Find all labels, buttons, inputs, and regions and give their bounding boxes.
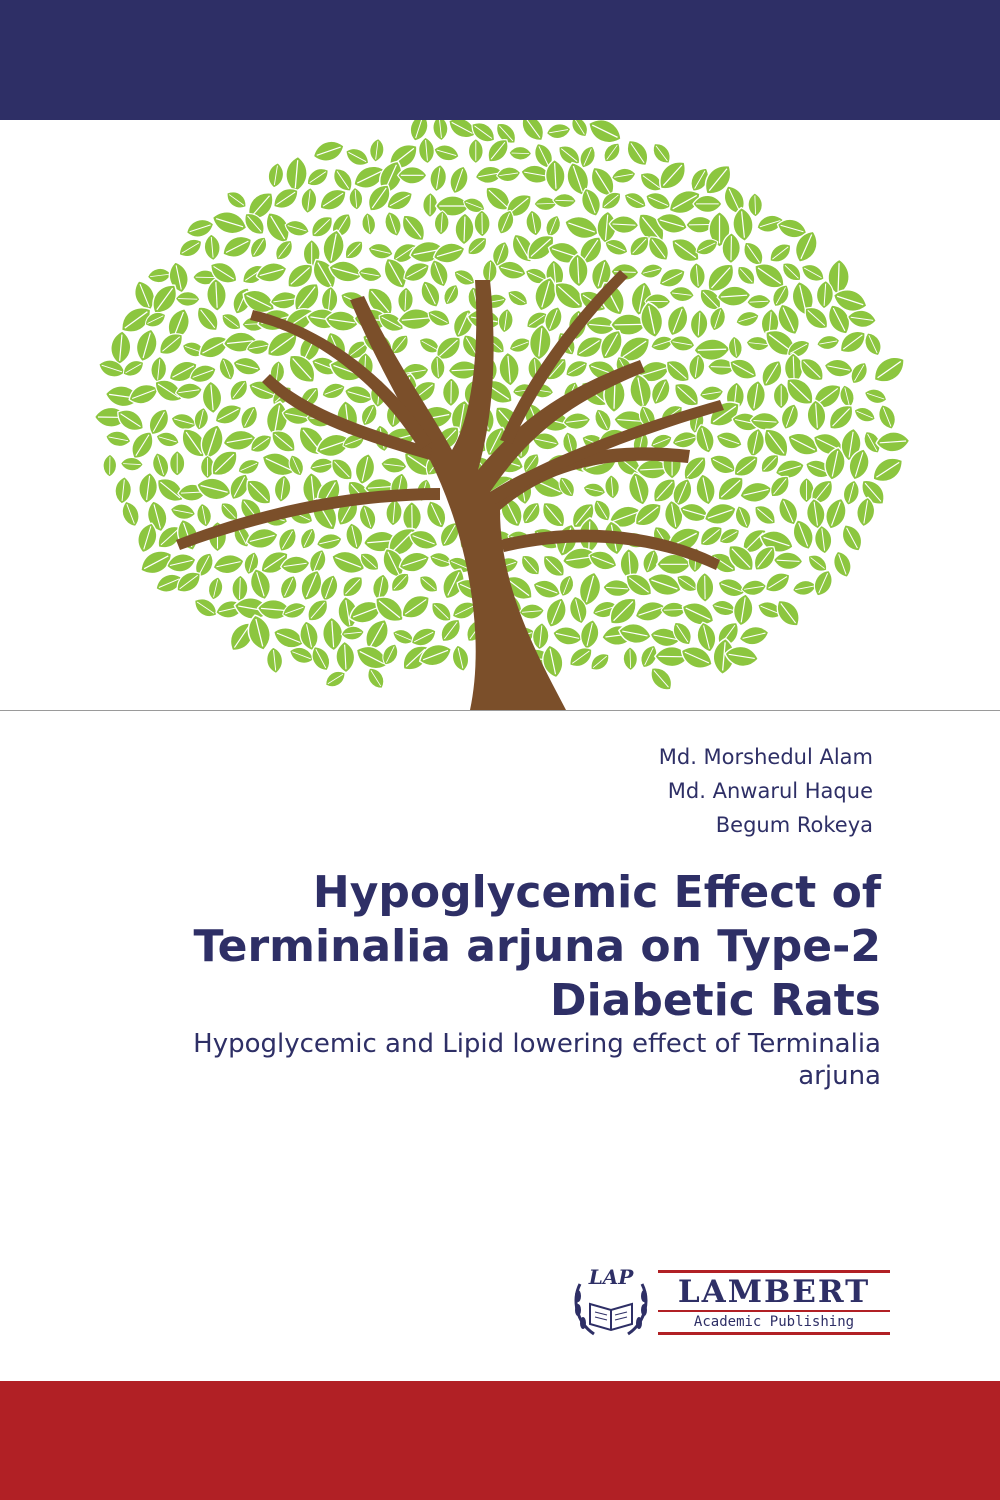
author-name: Begum Rokeya bbox=[715, 813, 873, 837]
leaf-icon bbox=[568, 120, 592, 140]
leaf-icon bbox=[516, 120, 549, 146]
book-title: Hypoglycemic Effect of Terminalia arjuna on Type-2 Diabetic Rats bbox=[193, 867, 881, 1026]
wordmark-bottom-rule bbox=[658, 1332, 890, 1335]
emblem-text: LAP bbox=[588, 1265, 634, 1289]
wordmark-top-rule bbox=[658, 1270, 890, 1273]
publisher-name: LAMBERT bbox=[677, 1274, 871, 1310]
publisher-tagline: Academic Publishing bbox=[693, 1314, 855, 1330]
separator-line bbox=[0, 710, 1000, 711]
tree-icon bbox=[0, 120, 1000, 710]
author-list bbox=[659, 740, 873, 842]
open-book-laurel-icon bbox=[570, 1262, 652, 1342]
publisher-wordmark bbox=[658, 1270, 892, 1334]
author-name: Md. Anwarul Haque bbox=[667, 779, 873, 803]
bottom-color-band bbox=[0, 1381, 1000, 1500]
author-name: Md. Morshedul Alam bbox=[658, 745, 873, 769]
tree-illustration bbox=[0, 120, 1000, 710]
wordmark-middle-rule bbox=[658, 1310, 890, 1312]
publisher-logo bbox=[570, 1262, 892, 1342]
book-subtitle: Hypoglycemic and Lipid lowering effect of Terminalia arjuna bbox=[193, 1029, 881, 1091]
top-color-band bbox=[0, 0, 1000, 120]
